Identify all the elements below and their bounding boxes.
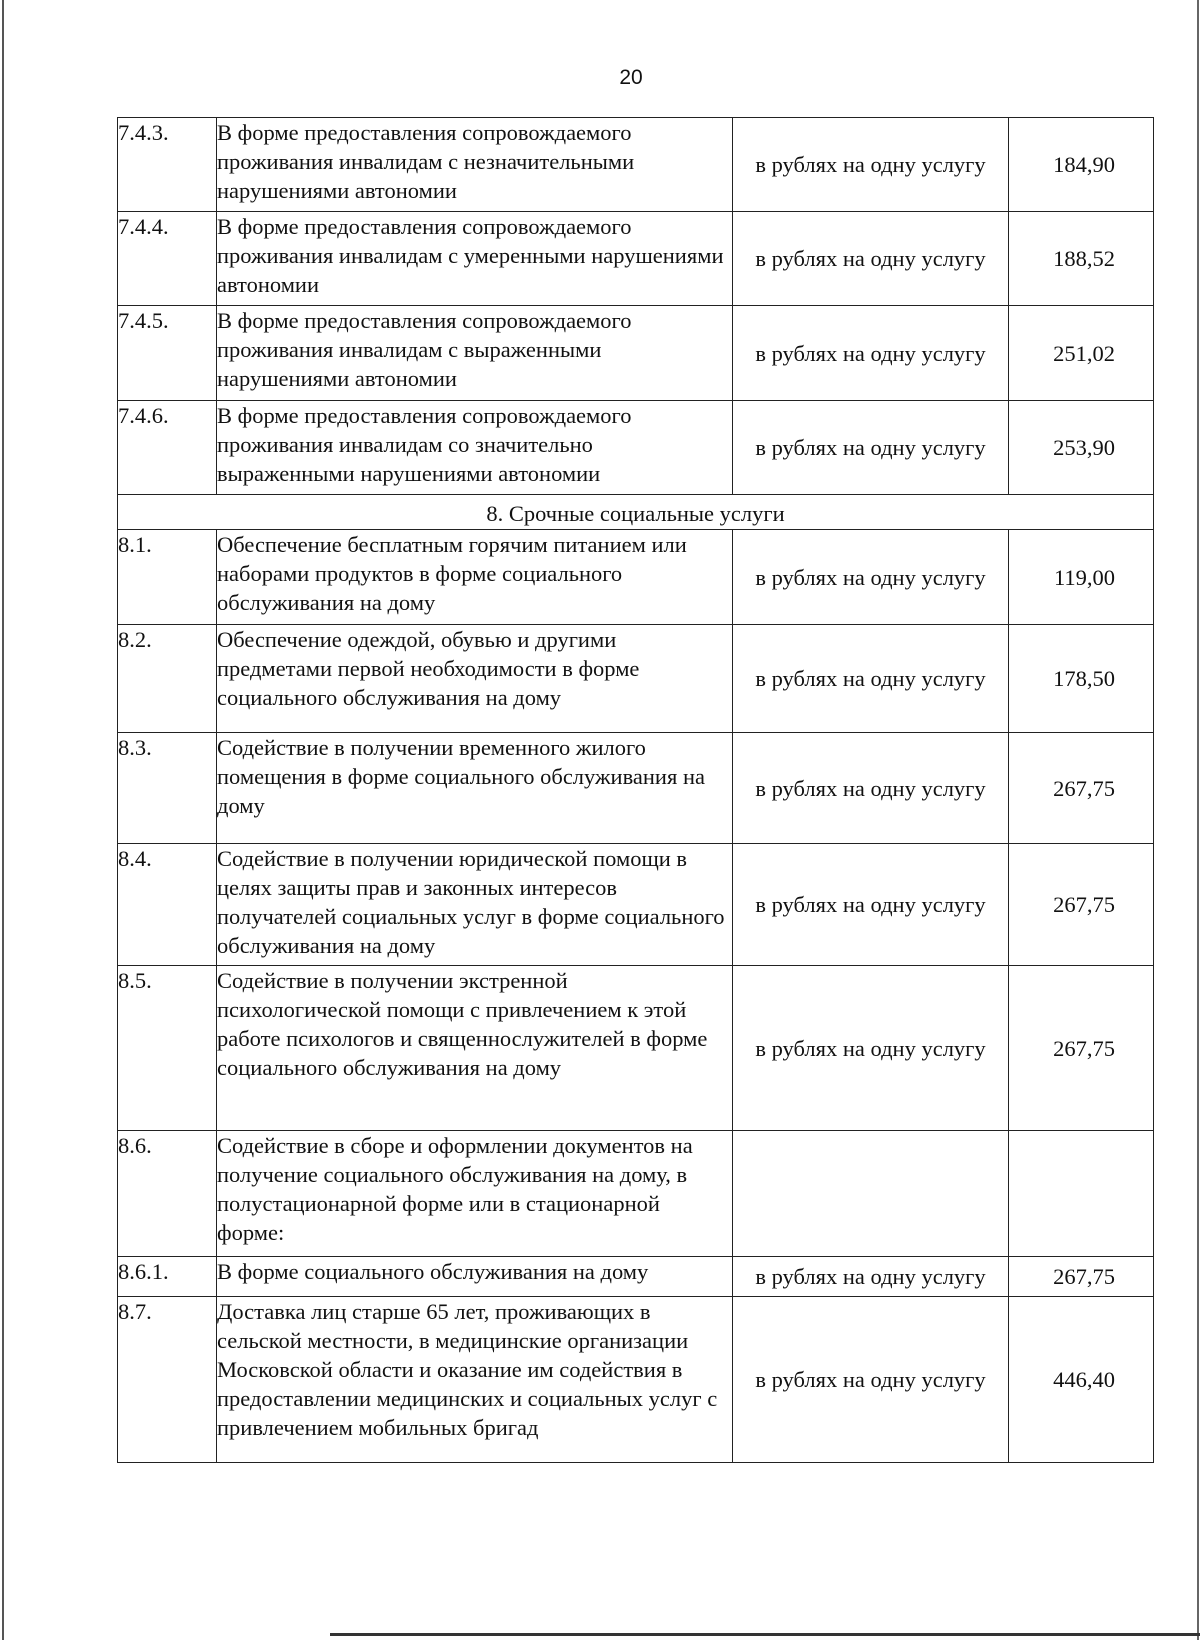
tariff-value: 267,75 [1009,1257,1154,1297]
tariff-value: 188,52 [1009,212,1154,306]
unit-of-measure: в рублях на одну услугу [733,966,1009,1131]
row-number: 8.3. [118,733,217,844]
row-number: 8.5. [118,966,217,1131]
table-row [118,118,1154,212]
section-title: 8. Срочные социальные услуги [118,495,1154,530]
tariff-value: 251,02 [1009,306,1154,401]
service-name: Содействие в получении экстренной психологической помощи с привлечением к этой работе психологов и священнослужителей в форме социального обслуживания на дому [217,966,733,1131]
service-name: Обеспечение бесплатным горячим питанием или наборами продуктов в форме социального обслуживания на дому [217,530,733,625]
unit-of-measure: в рублях на одну услугу [733,530,1009,625]
tariff-value: 267,75 [1009,844,1154,966]
service-name: В форме социального обслуживания на дому [217,1257,733,1297]
service-name: Содействие в сборе и оформлении документов на получение социального обслуживания на дому, в полустационарной форме или в стационарной форме: [217,1131,733,1257]
service-name: В форме предоставления сопровождаемого проживания инвалидам со значительно выраженными нарушениями автономии [217,401,733,495]
table-row [118,1257,1154,1297]
section-heading-row [118,495,1154,530]
table-row [118,1131,1154,1257]
service-name: В форме предоставления сопровождаемого проживания инвалидам с незначительными нарушениями автономии [217,118,733,212]
services-tariff-table [117,117,1154,1463]
tariff-value: 119,00 [1009,530,1154,625]
unit-of-measure: в рублях на одну услугу [733,401,1009,495]
row-number: 8.1. [118,530,217,625]
service-name: В форме предоставления сопровождаемого проживания инвалидам с умеренными нарушениями автономии [217,212,733,306]
unit-of-measure: в рублях на одну услугу [733,118,1009,212]
row-number: 8.6.1. [118,1257,217,1297]
table-row [118,844,1154,966]
service-name: В форме предоставления сопровождаемого проживания инвалидам с выраженными нарушениями автономии [217,306,733,401]
unit-of-measure: в рублях на одну услугу [733,1297,1009,1463]
unit-of-measure: в рублях на одну услугу [733,733,1009,844]
table-row [118,1297,1154,1463]
table-row [118,733,1154,844]
tariff-value: 267,75 [1009,966,1154,1131]
service-name: Содействие в получении временного жилого помещения в форме социального обслуживания на дому [217,733,733,844]
row-number: 8.4. [118,844,217,966]
tariff-value: 178,50 [1009,625,1154,733]
unit-of-measure: в рублях на одну услугу [733,625,1009,733]
row-number: 7.4.4. [118,212,217,306]
page-number: 20 [619,66,643,89]
row-number: 8.2. [118,625,217,733]
scan-edge-bottom [330,1633,1200,1636]
row-number: 7.4.5. [118,306,217,401]
tariff-value: 446,40 [1009,1297,1154,1463]
tariff-value: 267,75 [1009,733,1154,844]
row-number: 7.4.3. [118,118,217,212]
unit-of-measure: в рублях на одну услугу [733,306,1009,401]
service-name: Доставка лиц старше 65 лет, проживающих в сельской местности, в медицинские организации Московской области и оказание им содействия в предоставлении медицинских и социальных услуг с привлечением мобильных бригад [217,1297,733,1463]
unit-of-measure: в рублях на одну услугу [733,1257,1009,1297]
scan-edge-right [1197,0,1199,1640]
tariff-value: 253,90 [1009,401,1154,495]
service-name: Обеспечение одеждой, обувью и другими предметами первой необходимости в форме социального обслуживания на дому [217,625,733,733]
row-number: 7.4.6. [118,401,217,495]
service-name: Содействие в получении юридической помощи в целях защиты прав и законных интересов получателей социальных услуг в форме социального обслуживания на дому [217,844,733,966]
row-number: 8.7. [118,1297,217,1463]
tariff-value: 184,90 [1009,118,1154,212]
row-number: 8.6. [118,1131,217,1257]
table-row [118,306,1154,401]
scan-edge-left [2,0,4,1640]
unit-of-measure: в рублях на одну услугу [733,212,1009,306]
tariff-value [1009,1131,1154,1257]
table-row [118,966,1154,1131]
table-row [118,530,1154,625]
unit-of-measure [733,1131,1009,1257]
table-row [118,625,1154,733]
table-row [118,401,1154,495]
unit-of-measure: в рублях на одну услугу [733,844,1009,966]
table-row [118,212,1154,306]
